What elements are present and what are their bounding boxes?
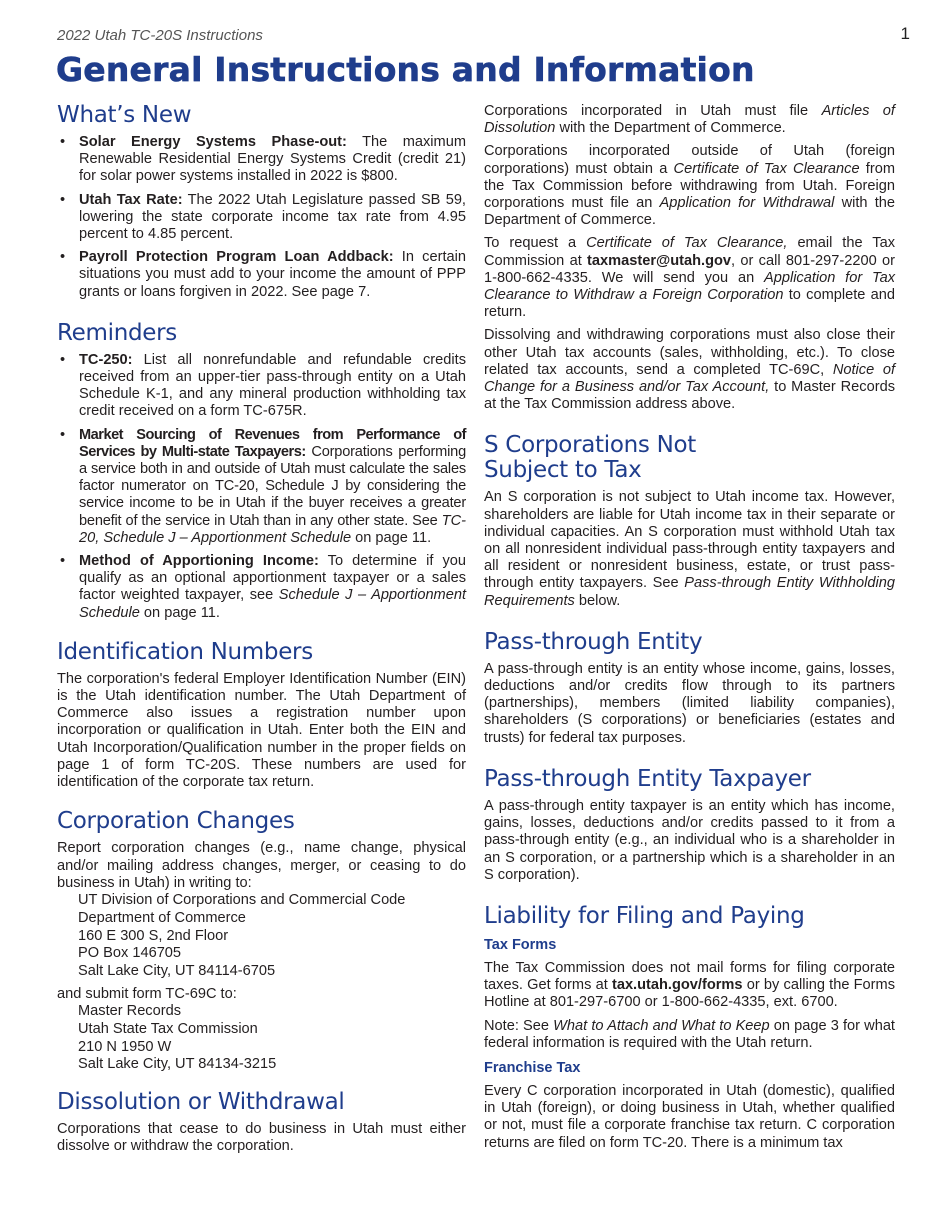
address-line: Department of Commerce xyxy=(78,909,246,926)
tax-commission-address xyxy=(57,1003,466,1074)
item-label: Method of Apportioning Income: xyxy=(79,553,319,570)
item-label: Payroll Protection Program Loan Addback: xyxy=(79,249,394,266)
item-text: Corporations performing a service both in and outside of Utah must calculate the sales factor numerator on TC-20, Schedule J by considering the service income to be in Utah if the buyer receives a greater benefit of the service in Utah than in any other state. See xyxy=(79,443,466,529)
item-text-end: on page 11. xyxy=(139,604,220,621)
page-number: 1 xyxy=(900,24,910,43)
tax-forms-heading: Tax Forms xyxy=(484,936,557,953)
reference: Certificate of Tax Clearance xyxy=(673,160,860,177)
pass-through-entity-heading: Pass-through Entity xyxy=(484,628,703,655)
liability-heading: Liability for Filing and Paying xyxy=(484,902,805,929)
address-line: PO Box 146705 xyxy=(78,945,182,962)
dissolution-paragraph: To request a Certificate of Tax Clearance, email the Tax Commission at taxmaster@utah.gov, or call 801-297-2200 or 1-800-662-4335. We will send you an Application for Tax Clearance to Withdraw a Foreign Corporation to complete and return. xyxy=(484,235,896,321)
dissolution-paragraph: Corporations incorporated outside of Utah (foreign corporations) must obtain a Certificate of Tax Clearance from the Tax Commission before withdrawing from Utah. Foreign corporations must file an Application for Withdrawal with the Department of Commerce. xyxy=(484,143,895,229)
note-text: Note: See What to Attach and What to Keep on page 3 for what federal information is required with the Utah return. xyxy=(484,1017,895,1051)
address-line: Salt Lake City, UT 84134-3215 xyxy=(78,1056,277,1073)
pass-through-taxpayer-heading: Pass-through Entity Taxpayer xyxy=(484,765,811,792)
list-item xyxy=(57,427,466,547)
address-line: 160 E 300 S, 2nd Floor xyxy=(78,927,229,944)
item-text: The maximum Renewable Residential Energy Systems Credit (credit 21) for solar power systems installed in 2022 is $800. xyxy=(79,134,466,185)
email-link[interactable]: taxmaster@utah.gov xyxy=(587,252,732,269)
reference: What to Attach and What to Keep xyxy=(553,1017,770,1034)
address-line: UT Division of Corporations and Commercial Code xyxy=(78,891,406,908)
item-text-end: on page 11. xyxy=(351,529,432,546)
reference: Notice of Change for a Business and/or Tax Account, xyxy=(484,361,895,396)
tax-forms-text: The Tax Commission does not mail forms for filing corporate taxes. Get forms at tax.utah.gov/forms or by calling the Forms Hotline at 801-297-6700 or 1-800-662-4335, ext. 6700. xyxy=(484,959,895,1011)
s-corporations-text: An S corporation is not subject to Utah income tax. However, shareholders are liable for Utah income tax in their separate or individual capacities. An S corporation must withhold Utah tax on all nonresident individual pass-through entity taxpayers and all resident or nonresident business, estate, or trust pass-through entity taxpayers. See Pass-through Entity Withholding Requirements below. xyxy=(484,489,895,609)
item-label: Solar Energy Systems Phase-out: xyxy=(79,134,347,150)
page-title: General Instructions and Information xyxy=(56,50,755,89)
submit-text: and submit form TC-69C to: xyxy=(57,985,237,1002)
item-label: TC-250: xyxy=(79,351,133,368)
left-column xyxy=(57,103,466,1156)
dissolution-heading: Dissolution or Withdrawal xyxy=(57,1089,345,1116)
reference: Certificate of Tax Clearance, xyxy=(586,235,788,252)
reference: Articles of Dissolution xyxy=(484,103,895,137)
reminders-list xyxy=(57,352,466,622)
reference: Application for Tax Clearance to Withdraw a Foreign Corporation xyxy=(484,269,895,304)
item-text: The 2022 Utah Legislature passed SB 59, lowering the state corporate income tax rate from 4.95 percent to 4.85 percent. xyxy=(79,191,466,243)
identification-heading: Identification Numbers xyxy=(57,638,313,665)
reminders-heading: Reminders xyxy=(57,319,177,346)
list-item xyxy=(57,553,466,622)
running-header: 2022 Utah TC-20S Instructions xyxy=(57,27,263,44)
address-line: Salt Lake City, UT 84114-6705 xyxy=(78,963,276,980)
list-item xyxy=(57,192,466,244)
franchise-tax-text: Every C corporation incorporated in Utah (domestic), qualified in Utah (foreign), or doing business in Utah, whether qualified or not, must file a corporate franchise tax return. C corporation returns are filed on form TC-20. There is a minimum tax xyxy=(484,1082,895,1151)
pass-through-taxpayer-text: A pass-through entity taxpayer is an entity which has income, gains, losses, deductions and/or credits passed to it from a pass-through entity (e.g., an individual who is a shareholder in an S corporation, or a partnership which is a shareholder in an S corporation). xyxy=(484,797,895,883)
item-label: Market Sourcing of Revenues from Performance of Services by Multi-state Taxpayers: xyxy=(79,426,466,460)
franchise-tax-heading: Franchise Tax xyxy=(484,1059,581,1076)
dissolution-paragraph: Corporations incorporated in Utah must file Articles of Dissolution with the Department of Commerce. xyxy=(484,103,895,137)
item-reference: TC-20, Schedule J – Apportionment Schedule xyxy=(79,512,466,546)
address-line: Utah State Tax Commission xyxy=(78,1020,258,1037)
item-text: List all nonrefundable and refundable credits received from an upper-tier pass-through entity on a Utah Schedule K-1, and any mineral production withholding tax credit received on a form TC-675R. xyxy=(79,351,466,420)
dissolution-text: Corporations that cease to do business in Utah must either dissolve or withdraw the corporation. xyxy=(57,1121,466,1155)
address-line: Master Records xyxy=(78,1003,181,1020)
identification-text: The corporation's federal Employer Identification Number (EIN) is the Utah identification number. The Utah Department of Commerce also issues a registration number upon incorporation or qualification in Utah. Enter both the EIN and Utah Incorporation/Qualification number in the proper fields on page 1 of form TC-20S. These numbers are used for identification of the corporate tax return. xyxy=(57,670,466,791)
whats-new-list xyxy=(57,134,466,301)
whats-new-heading: What’s New xyxy=(57,102,192,128)
item-text: To determine if you qualify as an optional apportionment taxpayer or a sales factor weighted taxpayer, see xyxy=(79,553,466,604)
s-corporations-heading: S Corporations Not Subject to Tax xyxy=(484,432,696,484)
item-label: Utah Tax Rate: xyxy=(79,191,183,208)
right-column xyxy=(484,103,895,1152)
pass-through-entity-text: A pass-through entity is an entity whose income, gains, losses, deductions and/or credits flow through to its partners (partnerships), members (limited liability companies), shareholders (S corporations) or beneficiaries (estates and trusts) for federal tax purposes. xyxy=(484,660,895,746)
item-text: In certain situations you must add to your income the amount of PPP grants or loans forgiven in 2022. See page 7. xyxy=(79,249,466,300)
list-item xyxy=(57,134,466,186)
address-line: 210 N 1950 W xyxy=(78,1038,172,1055)
corporation-changes-heading: Corporation Changes xyxy=(57,808,295,835)
list-item xyxy=(57,352,466,421)
reference: Pass-through Entity Withholding Requirements xyxy=(484,575,895,609)
item-reference: Schedule J – Apportionment Schedule xyxy=(79,587,467,621)
commerce-address xyxy=(57,892,466,981)
reference: Application for Withdrawal xyxy=(659,195,835,212)
forms-link[interactable]: tax.utah.gov/forms xyxy=(611,977,743,994)
list-item xyxy=(57,249,466,301)
corporation-changes-text: Report corporation changes (e.g., name change, physical and/or mailing address changes, merger, or ceasing to do business in Utah) in writing to: xyxy=(57,840,466,891)
dissolution-paragraph: Dissolving and withdrawing corporations must also close their other Utah tax accounts (sales, withholding, etc.). To close related tax accounts, send a completed TC-69C, Notice of Change for a Business and/or Tax Account, to Master Records at the Tax Commission address above. xyxy=(484,327,895,413)
